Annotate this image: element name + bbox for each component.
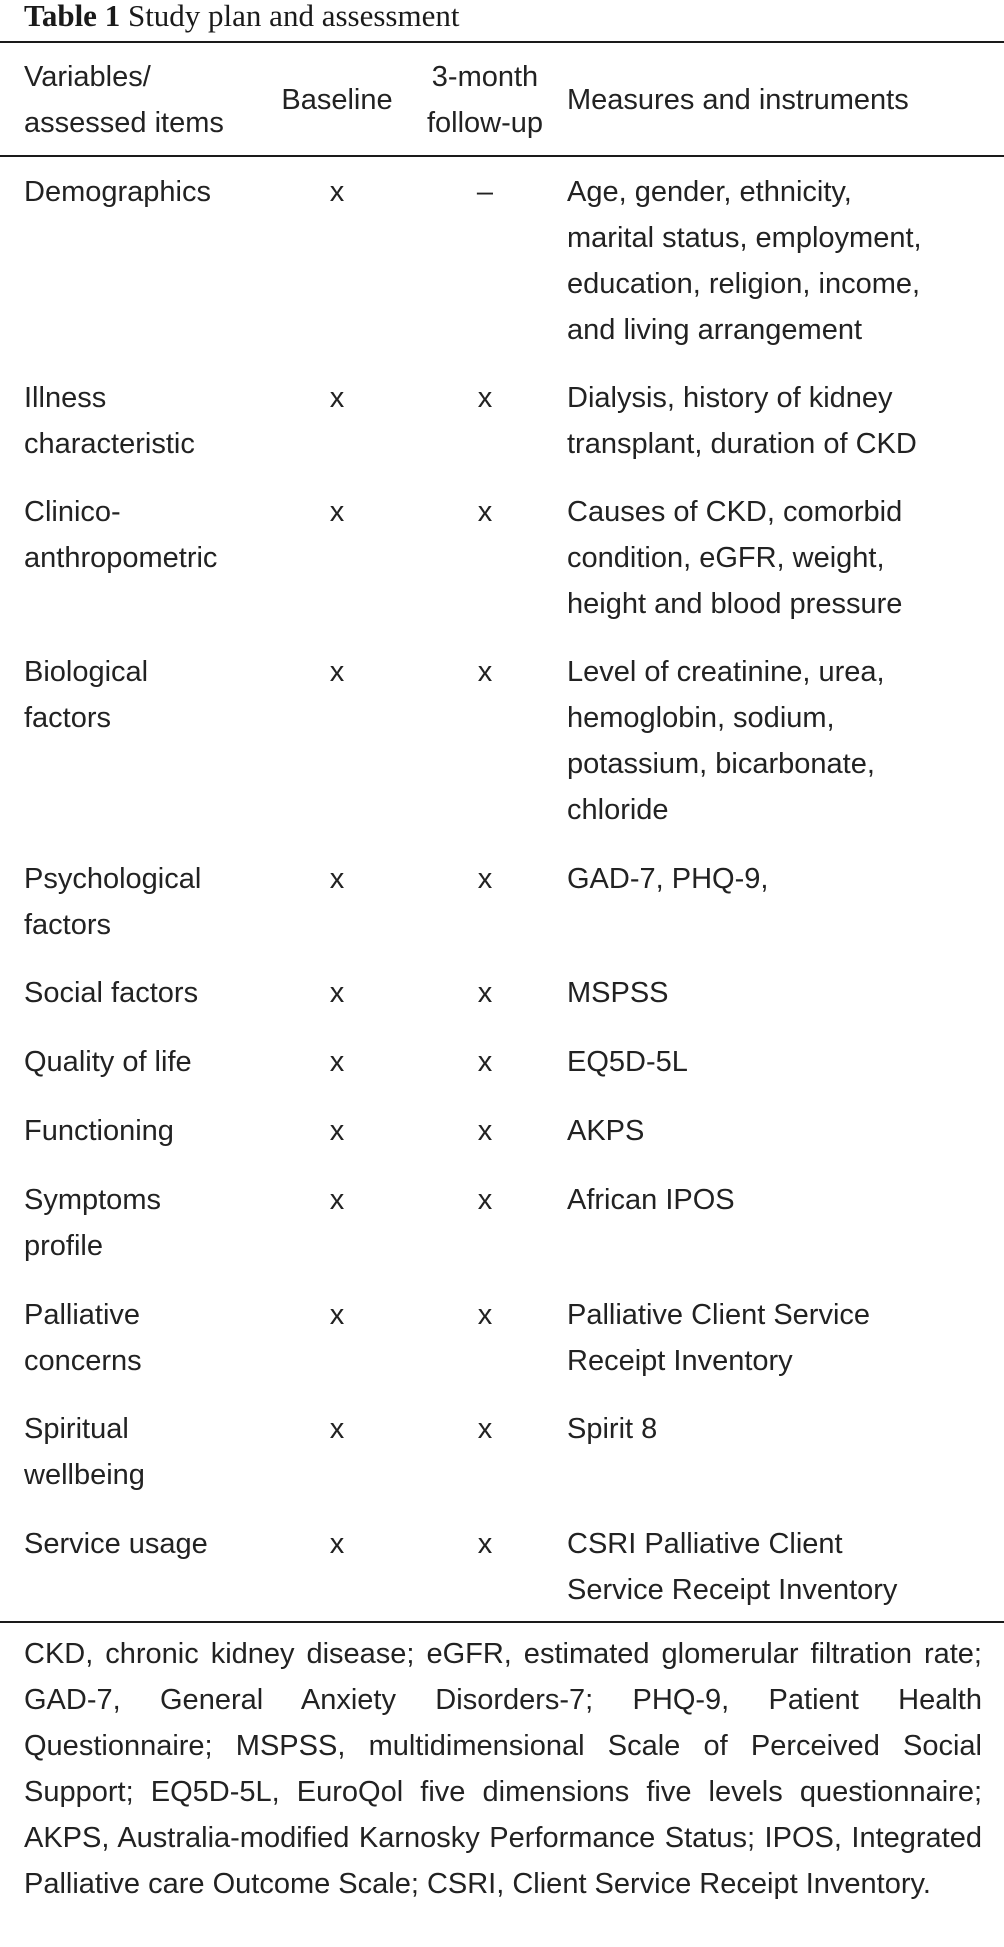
row-baseline: x xyxy=(329,1528,345,1560)
header-baseline: Baseline xyxy=(281,84,393,116)
row-measures: Palliative Client Service Receipt Inventory xyxy=(567,1299,871,1377)
row-variable: Palliative concerns xyxy=(24,1299,142,1377)
row-baseline: x xyxy=(329,1413,345,1445)
row-baseline: x xyxy=(329,496,345,528)
table-footnote: CKD, chronic kidney disease; eGFR, estimated glomerular filtration rate; GAD-7, General Anxiety Disorders-7; PHQ-9, Patient Health Questionnaire; MSPSS, multidimensional Scale of Perceived Social Support; EQ5D-5L, EuroQol five dimensions five levels questionnaire; AKPS, Australia-modified Karnosky Performance Status; IPOS, Integrated Palliative care Outcome Scale; CSRI, Client Service Receipt Inventory. xyxy=(24,1638,982,1900)
table-caption xyxy=(24,0,459,32)
row-followup: x xyxy=(477,863,493,895)
row-variable: Spiritual wellbeing xyxy=(24,1413,145,1491)
row-followup: x xyxy=(477,1046,493,1078)
row-followup: x xyxy=(477,1299,493,1331)
row-measures: MSPSS xyxy=(567,977,669,1009)
caption-title: Study plan and assessment xyxy=(127,0,460,33)
row-followup: x xyxy=(477,1115,493,1147)
row-baseline: x xyxy=(329,656,345,688)
row-variable: Biological factors xyxy=(24,656,149,734)
row-followup: x xyxy=(477,656,493,688)
row-variable: Illness characteristic xyxy=(24,382,195,460)
row-variable: Functioning xyxy=(24,1115,174,1147)
header-followup: 3-month follow-up xyxy=(426,61,544,139)
row-measures: EQ5D-5L xyxy=(567,1046,688,1078)
row-variable: Service usage xyxy=(24,1528,208,1560)
row-variable: Demographics xyxy=(24,176,211,208)
top-rule xyxy=(0,41,1004,43)
row-followup: x xyxy=(477,382,493,414)
row-measures: AKPS xyxy=(567,1115,645,1147)
row-measures: Age, gender, ethnicity, marital status, employment, education, religion, income, and living arrangement xyxy=(567,176,922,346)
row-followup: x xyxy=(477,496,493,528)
row-baseline: x xyxy=(329,382,345,414)
row-baseline: x xyxy=(329,1115,345,1147)
row-measures: Level of creatinine, urea, hemoglobin, sodium, potassium, bicarbonate, chloride xyxy=(567,656,885,826)
row-measures: Dialysis, history of kidney transplant, duration of CKD xyxy=(567,382,917,460)
row-baseline: x xyxy=(329,1184,345,1216)
row-followup: x xyxy=(477,1528,493,1560)
header-variables: Variables/ assessed items xyxy=(24,61,224,139)
row-variable: Quality of life xyxy=(24,1046,192,1078)
row-baseline: x xyxy=(329,863,345,895)
row-measures: African IPOS xyxy=(567,1184,735,1216)
row-baseline: x xyxy=(329,1299,345,1331)
row-followup: – xyxy=(476,176,494,208)
row-baseline: x xyxy=(329,176,345,208)
row-followup: x xyxy=(477,1413,493,1445)
row-measures: Spirit 8 xyxy=(567,1413,658,1445)
row-measures: GAD-7, PHQ-9, xyxy=(567,863,769,895)
row-variable: Clinico- anthropometric xyxy=(24,496,218,574)
row-measures: Causes of CKD, comorbid condition, eGFR, weight, height and blood pressure xyxy=(567,496,903,620)
row-measures: CSRI Palliative Client Service Receipt Inventory xyxy=(567,1528,898,1606)
bottom-rule xyxy=(0,1621,1004,1623)
header-rule xyxy=(0,155,1004,157)
header-measures: Measures and instruments xyxy=(567,84,909,116)
row-baseline: x xyxy=(329,977,345,1009)
row-variable: Psychological factors xyxy=(24,863,202,941)
row-variable: Social factors xyxy=(24,977,199,1009)
row-followup: x xyxy=(477,977,493,1009)
row-followup: x xyxy=(477,1184,493,1216)
row-baseline: x xyxy=(329,1046,345,1078)
row-variable: Symptoms profile xyxy=(24,1184,161,1262)
caption-label: Table 1 xyxy=(24,0,121,33)
